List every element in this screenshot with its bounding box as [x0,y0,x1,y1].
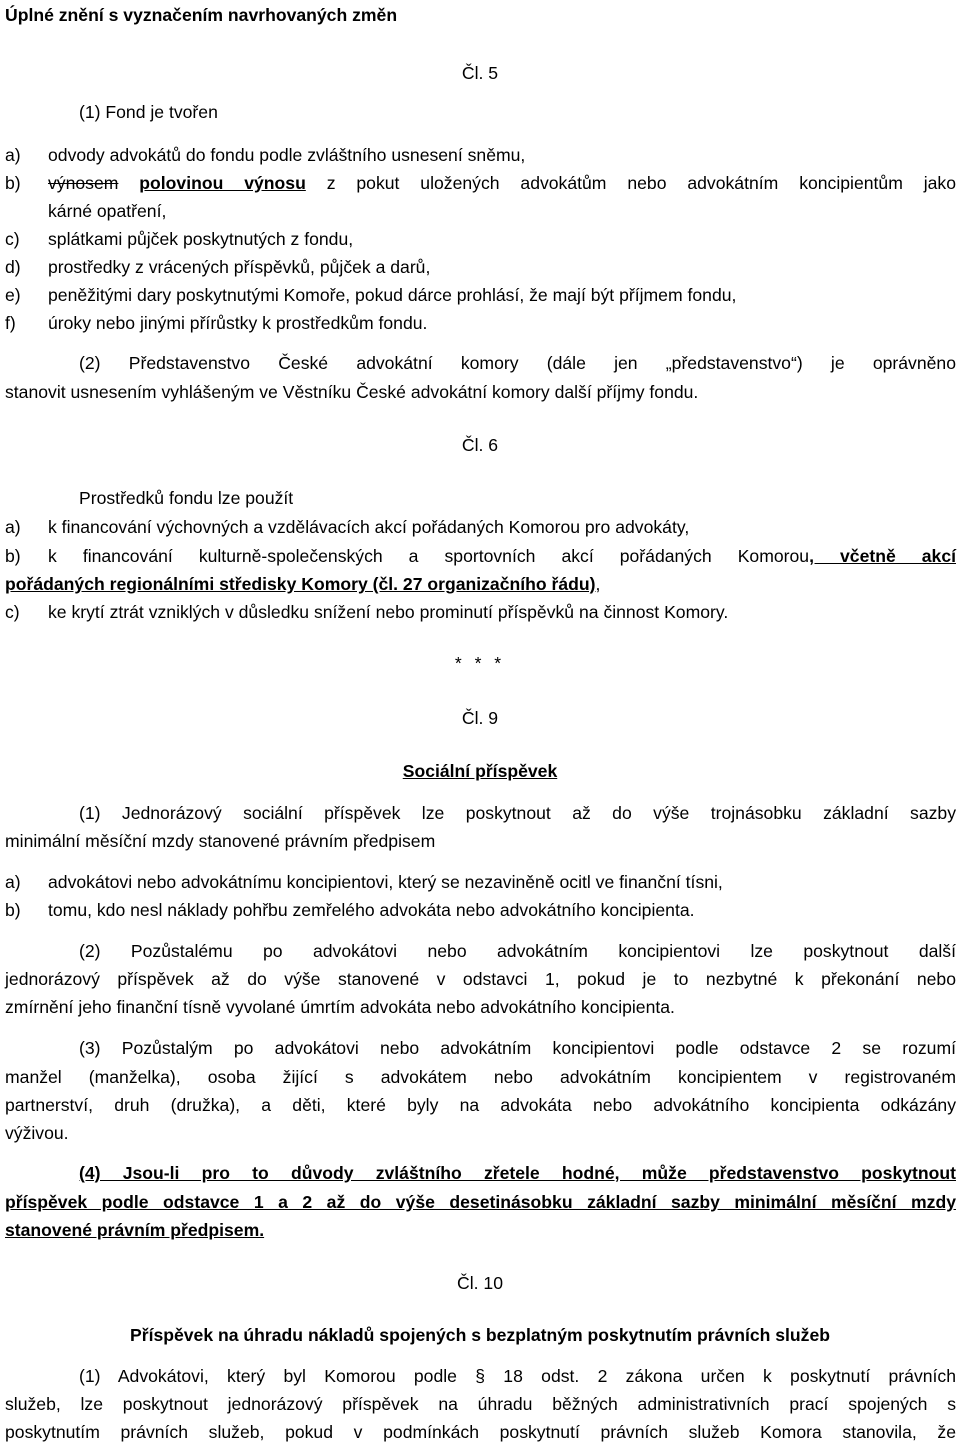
article-9-title: Sociální příspěvek [402,761,558,781]
paragraph-line: (2) Představenstvo České advokátní komory (dále jen „představenstvo“) je oprávněno [79,353,956,373]
item-text: úroky nebo jinými přírůstky k prostředkům fondu. [48,313,428,333]
item-text: peněžitými dary poskytnutými Komoře, pokud dárce prohlásí, že mají být příjmem fondu, [48,285,737,305]
item-label: a) [5,517,21,537]
item-b-line [48,172,956,194]
inserted-text: , včetně akcí [809,546,957,566]
item-text: k financování výchovných a vzdělávacích akcí pořádaných Komorou pro advokáty, [48,517,690,537]
article-6-heading: Čl. 6 [461,435,499,455]
article-10-title: Příspěvek na úhradu nákladů spojených s bezplatným poskytnutím právních služeb [129,1325,831,1345]
item-text: splátkami půjček poskytnutých z fondu, [48,229,354,249]
item-text: prostředky z vrácených příspěvků, půjček a darů, [48,257,431,277]
article-10-heading: Čl. 10 [457,1273,503,1293]
deleted-text: výnosem [48,173,119,193]
item-label: d) [5,257,21,277]
item-text: tomu, kdo nesl náklady pohřbu zemřelého advokáta nebo advokátního koncipienta. [48,900,695,920]
item-b-continued [5,573,600,595]
paragraph-line: minimální měsíční mzdy stanovené právním předpisem [5,831,436,851]
paragraph-line: (1) Advokátovi, který byl Komorou podle § 18 odst. 2 zákona určen k poskytnutí právních [79,1366,956,1386]
paragraph-line: manžel (manželka), osoba žijící s advokátem nebo advokátním koncipientem v registrovaném [5,1067,956,1087]
item-b-line [48,545,956,567]
item-label: e) [5,285,21,305]
inserted-text: pořádaných regionálními středisky Komory (čl. 27 organizačního řádu) [5,574,596,594]
item-text: k financování kulturně-společenských a sportovních akcí pořádaných Komorou [48,546,810,566]
item-label: a) [5,872,21,892]
paragraph-line: jednorázový příspěvek až do výše stanovené v odstavci 1, pokud je to nezbytné k překonání nebo [5,969,956,989]
inserted-paragraph-line: (4) Jsou-li pro to důvody zvláštního zřetele hodné, může představenstvo poskytnout [79,1163,956,1183]
item-label: a) [5,145,21,165]
paragraph-line: výživou. [5,1123,69,1143]
paragraph-line: služeb, lze poskytnout jednorázový příspěvek na úhradu běžných administrativních prací spojených s [5,1394,956,1414]
paragraph-line: partnerství, druh (družka), a děti, které byly na advokáta nebo advokátního koncipienta odkázány [5,1095,956,1115]
item-label: c) [5,229,20,249]
item-text: advokátovi nebo advokátnímu koncipientovi, který se nezaviněně ocitl ve finanční tísni, [48,872,723,892]
item-label: b) [5,546,21,566]
paragraph-line: (3) Pozůstalým po advokátovi nebo advokátním koncipientovi podle odstavce 2 se rozumí [79,1038,956,1058]
paragraph-line: (2) Pozůstalému po advokátovi nebo advokátním koncipientovi lze poskytnout další [79,941,956,961]
item-text: z pokut uložených advokátům nebo advokátním koncipientům jako [305,173,957,193]
document-title: Úplné znění s vyznačením navrhovaných změn [5,5,398,25]
paragraph-line: (1) Jednorázový sociální příspěvek lze poskytnout až do výše trojnásobku základní sazby [79,803,956,823]
paragraph-line: poskytnutím právních služeb, pokud v podmínkách poskytnutí právních služeb Komora stanovila, že [5,1422,956,1442]
section-separator: * * * [454,653,506,673]
article-5-heading: Čl. 5 [461,63,499,83]
paragraph-line: zmírnění jeho finanční tísně vyvolané úmrtím advokáta nebo advokátního koncipienta. [5,997,675,1017]
item-text-continued: kárné opatření, [48,201,167,221]
item-label: b) [5,900,21,920]
inserted-paragraph-line: příspěvek podle odstavce 1 a 2 až do výše desetinásobku základní sazby minimální měsíční mzdy [5,1192,956,1212]
inserted-paragraph-line: stanovené právním předpisem. [5,1220,265,1240]
item-label: f) [5,313,16,333]
paragraph-line: stanovit usnesením vyhlášeným ve Věstníku České advokátní komory další příjmy fondu. [5,382,699,402]
item-text: odvody advokátů do fondu podle zvláštního usnesení sněmu, [48,145,526,165]
inserted-text: polovinou výnosu [139,173,306,193]
item-label: b) [5,173,21,193]
article-9-heading: Čl. 9 [461,708,499,728]
article-5-intro: (1) Fond je tvořen [79,102,218,122]
item-label: c) [5,602,20,622]
article-6-intro: Prostředků fondu lze použít [79,488,294,508]
item-text: , [595,574,601,594]
item-text: ke krytí ztrát vzniklých v důsledku snížení nebo prominutí příspěvků na činnost Komory. [48,602,729,622]
